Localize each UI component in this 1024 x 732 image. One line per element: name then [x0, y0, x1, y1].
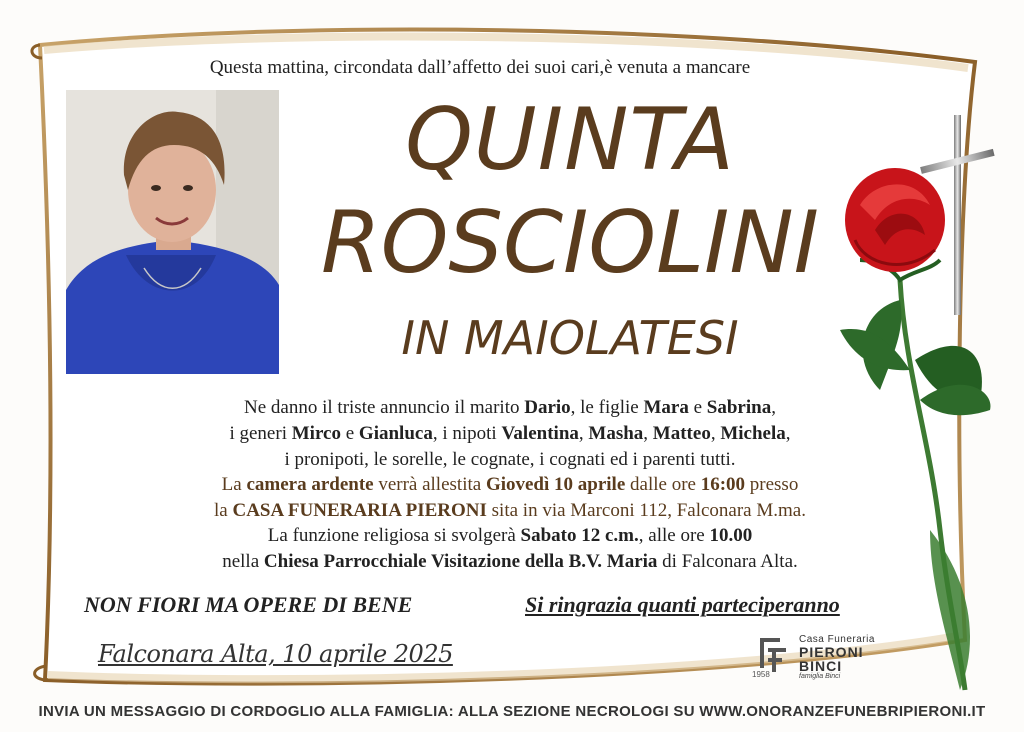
- logo-line2: PIERONI: [799, 644, 864, 660]
- logo-year: 1958: [752, 670, 770, 679]
- intro-text: Questa mattina, circondata dall’affetto dei suoi cari,è venuta a mancare: [209, 57, 751, 78]
- service-info: La funzione religiosa si svolgerà Sabato 12 c.m., alle ore 10.00 nella Chiesa Parrocchiale Visitazione della B.V. Maria di Falconara Alta.: [222, 525, 798, 572]
- thanks-note: Si ringrazia quanti parteciperanno: [525, 592, 840, 617]
- cross-icon: [954, 115, 961, 315]
- rose-cross-decoration: [820, 110, 1020, 700]
- deceased-first-name: QUINTA: [405, 90, 735, 190]
- logo-line1: Casa Funeraria: [799, 634, 875, 645]
- deceased-last-name: ROSCIOLINI: [320, 193, 820, 293]
- logo-line3: BINCI: [799, 658, 843, 674]
- logo-line4: famiglia Binci: [799, 673, 841, 680]
- portrait-photo: [66, 90, 279, 374]
- family-announcement: Ne danno il triste annuncio il marito Dario, le figlie Mara e Sabrina, i generi Mirco e Gianluca, i nipoti Valentina, Masha, Matteo, Michela, i pronipoti, le sorelle, le cognate, i cognati ed i parenti tutti.: [229, 397, 791, 470]
- condolence-footer: INVIA UN MESSAGGIO DI CORDOGLIO ALLA FAMIGLIA: ALLA SEZIONE NECROLOGI SU WWW.ONORANZEFUNEBRIPIERONI.IT: [38, 703, 986, 720]
- deceased-married-name: IN MAIOLATESI: [401, 311, 739, 365]
- no-flowers-note: NON FIORI MA OPERE DI BENE: [84, 592, 413, 617]
- place-date: Falconara Alta, 10 aprile 2025: [98, 640, 453, 668]
- viewing-info: La camera ardente verrà allestita Giovedì 10 aprile dalle ore 16:00 presso la CASA FUNERARIA PIERONI sita in via Marconi 112, Falconara M.ma.: [214, 474, 806, 521]
